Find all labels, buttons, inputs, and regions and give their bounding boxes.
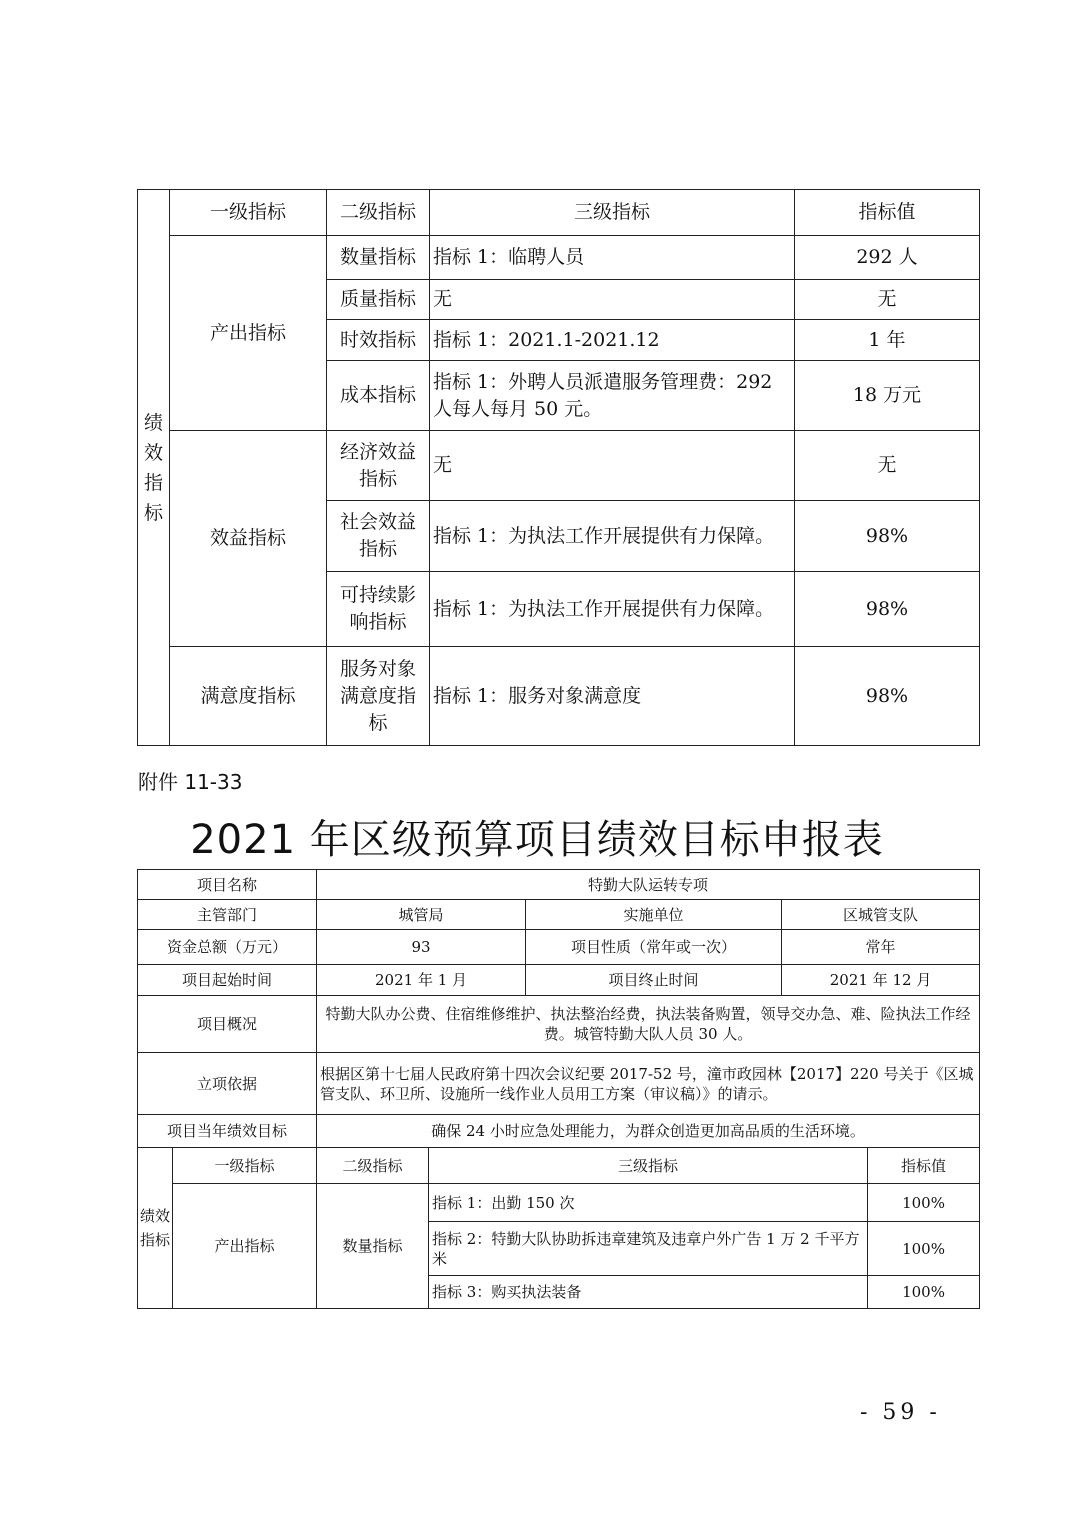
overview-label: 项目概况 [138,996,317,1053]
cost-indicator-value: 18 万元 [795,361,980,431]
nature-value: 常年 [782,930,980,965]
basis-label: 立项依据 [138,1053,317,1115]
timeliness-indicator-value: 1 年 [795,320,980,361]
indicator-row-2-text: 指标 2：特勤大队协助拆违章建筑及违章户外广告 1 万 2 千平方米 [429,1222,868,1276]
quantity-indicator-label: 数量指标 [317,1184,429,1309]
sustainable-impact-label: 可持续影 响指标 [327,572,430,647]
overview-text: 特勤大队办公费、住宿维修维护、执法整治经费，执法装备购置，领导交办急、难、险执法工作经费。城管特勤大队人员 30 人。 [317,996,980,1053]
header-value: 指标值 [868,1148,980,1184]
indicator-row-3-text: 指标 3：购买执法装备 [429,1276,868,1309]
dept-value: 城管局 [317,900,526,930]
quality-indicator-value: 无 [795,280,980,320]
timeliness-indicator-label: 时效指标 [327,320,430,361]
header-level1: 一级指标 [170,190,327,236]
cost-indicator-label: 成本指标 [327,361,430,431]
cost-indicator-text: 指标 1：外聘人员派遣服务管理费：292人每人每月 50 元。 [430,361,795,431]
impl-unit-value: 区城管支队 [782,900,980,930]
sustainable-impact-text: 指标 1：为执法工作开展提供有力保障。 [430,572,795,647]
economic-benefit-value: 无 [795,431,980,501]
satisfaction-indicators-label: 满意度指标 [170,647,327,746]
quality-indicator-text: 无 [430,280,795,320]
economic-benefit-label: 经济效益 指标 [327,431,430,501]
indicator-row-1-text: 指标 1：出勤 150 次 [429,1184,868,1222]
start-time-value: 2021 年 1 月 [317,965,526,996]
annual-goal-label: 项目当年绩效目标 [138,1115,317,1148]
basis-text: 根据区第十七届人民政府第十四次会议纪要 2017-52 号，潼市政园林【2017】220 号关于《区城管支队、环卫所、设施所一线作业人员用工方案（审议稿）》的请示。 [317,1053,980,1115]
side-label-performance-indicators: 绩效 指标 [138,1148,173,1309]
indicator-row-1-value: 100% [868,1184,980,1222]
end-time-value: 2021 年 12 月 [782,965,980,996]
quantity-indicator-value: 292 人 [795,236,980,280]
output-indicators-label: 产出指标 [173,1184,317,1309]
indicator-row-2-value: 100% [868,1222,980,1276]
header-level3: 三级指标 [429,1148,868,1184]
form-title: 2021 年区级预算项目绩效目标申报表 [190,817,884,863]
performance-indicator-table-continued [137,189,980,746]
funds-value: 93 [317,930,526,965]
service-satisfaction-label: 服务对象 满意度指 标 [327,647,430,746]
social-benefit-label: 社会效益 指标 [327,501,430,572]
header-value: 指标值 [795,190,980,236]
side-label-performance-indicators: 绩 效 指 标 [138,190,170,746]
attachment-label: 附件 11-33 [138,770,243,794]
timeliness-indicator-text: 指标 1：2021.1-2021.12 [430,320,795,361]
sustainable-impact-value: 98% [795,572,980,647]
economic-benefit-text: 无 [430,431,795,501]
service-satisfaction-text: 指标 1：服务对象满意度 [430,647,795,746]
social-benefit-value: 98% [795,501,980,572]
service-satisfaction-value: 98% [795,647,980,746]
project-name-label: 项目名称 [138,870,317,900]
benefit-indicators-label: 效益指标 [170,431,327,647]
social-benefit-text: 指标 1：为执法工作开展提供有力保障。 [430,501,795,572]
project-name-value: 特勤大队运转专项 [317,870,980,900]
budget-project-performance-form [137,869,980,1309]
page-number: - 59 - [860,1400,941,1425]
header-level3: 三级指标 [430,190,795,236]
indicator-row-3-value: 100% [868,1276,980,1309]
annual-goal-text: 确保 24 小时应急处理能力，为群众创造更加高品质的生活环境。 [317,1115,980,1148]
nature-label: 项目性质（常年或一次） [526,930,782,965]
dept-label: 主管部门 [138,900,317,930]
end-time-label: 项目终止时间 [526,965,782,996]
start-time-label: 项目起始时间 [138,965,317,996]
quantity-indicator-label: 数量指标 [327,236,430,280]
funds-label: 资金总额（万元） [138,930,317,965]
impl-unit-label: 实施单位 [526,900,782,930]
header-level2: 二级指标 [317,1148,429,1184]
header-level2: 二级指标 [327,190,430,236]
output-indicators-label: 产出指标 [170,236,327,431]
header-level1: 一级指标 [173,1148,317,1184]
quantity-indicator-text: 指标 1：临聘人员 [430,236,795,280]
quality-indicator-label: 质量指标 [327,280,430,320]
